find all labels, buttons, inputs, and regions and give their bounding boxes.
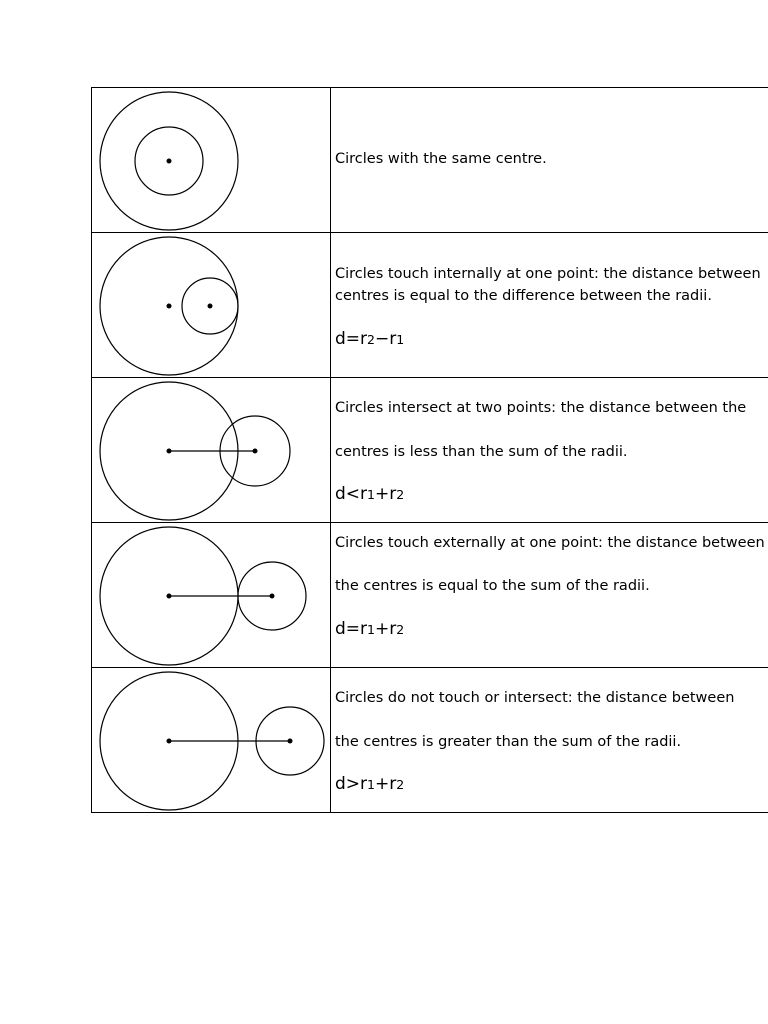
- formula-op: +r: [374, 619, 397, 639]
- description-cell: [331, 233, 768, 377]
- formula-sub: 1: [367, 777, 375, 792]
- description-cell: [331, 88, 768, 232]
- formula-lhs: d=r: [335, 619, 368, 639]
- formula-sub: 1: [367, 622, 375, 637]
- figure-cell: [92, 523, 331, 667]
- description-line: the centres is greater than the sum of the radii.: [335, 734, 682, 750]
- formula-sub: 2: [396, 487, 405, 502]
- description-line: centres is equal to the difference between the radii.: [335, 288, 712, 304]
- table-row-internal-touch: [92, 233, 768, 378]
- concentric-circles-figure: [1, 88, 331, 233]
- formula: [335, 484, 404, 504]
- formula-sub: 2: [367, 332, 375, 347]
- table-row-external-touch: [92, 523, 768, 668]
- figure-cell: [92, 88, 331, 232]
- centre-point-small: [208, 304, 213, 309]
- separate-circles-figure: [1, 668, 331, 813]
- description-line: the centres is equal to the sum of the radii.: [335, 578, 650, 594]
- formula-op: +r: [374, 774, 397, 794]
- formula: [335, 774, 404, 794]
- centre-point: [167, 159, 172, 164]
- description-cell: [331, 668, 768, 812]
- table-row-intersect: [92, 378, 768, 523]
- formula: [335, 619, 404, 639]
- formula-sub: 2: [396, 622, 405, 637]
- description-line: Circles touch internally at one point: the distance between: [335, 266, 761, 282]
- description-line: Circles with the same centre.: [335, 151, 547, 167]
- description-cell: [331, 378, 768, 522]
- circle-positions-table: [91, 87, 768, 813]
- description-line: Circles do not touch or intersect: the distance between: [335, 690, 735, 706]
- centre-point-small: [253, 449, 258, 454]
- centre-point-large: [167, 304, 172, 309]
- formula-lhs: d<r: [335, 484, 368, 504]
- figure-cell: [92, 668, 331, 812]
- centre-point-large: [167, 739, 172, 744]
- formula: [335, 329, 404, 349]
- formula-sub: 1: [396, 332, 405, 347]
- formula-lhs: d>r: [335, 774, 368, 794]
- figure-cell: [92, 378, 331, 522]
- description-cell: [331, 523, 768, 667]
- table-row-concentric: [92, 88, 768, 233]
- description-line: Circles touch externally at one point: the distance between: [335, 535, 765, 551]
- table-row-separate: [92, 668, 768, 813]
- external-touch-figure: [1, 523, 331, 668]
- formula-lhs: d=r: [335, 329, 368, 349]
- centre-point-large: [167, 449, 172, 454]
- centre-point-large: [167, 594, 172, 599]
- centre-point-small: [288, 739, 293, 744]
- formula-sub: 1: [367, 487, 375, 502]
- formula-op: −r: [374, 329, 397, 349]
- description-line: centres is less than the sum of the radii.: [335, 444, 628, 460]
- internal-touch-figure: [1, 233, 331, 378]
- intersecting-circles-figure: [1, 378, 331, 523]
- formula-op: +r: [374, 484, 397, 504]
- formula-sub: 2: [396, 777, 405, 792]
- figure-cell: [92, 233, 331, 377]
- centre-point-small: [270, 594, 275, 599]
- description-line: Circles intersect at two points: the distance between the: [335, 400, 747, 416]
